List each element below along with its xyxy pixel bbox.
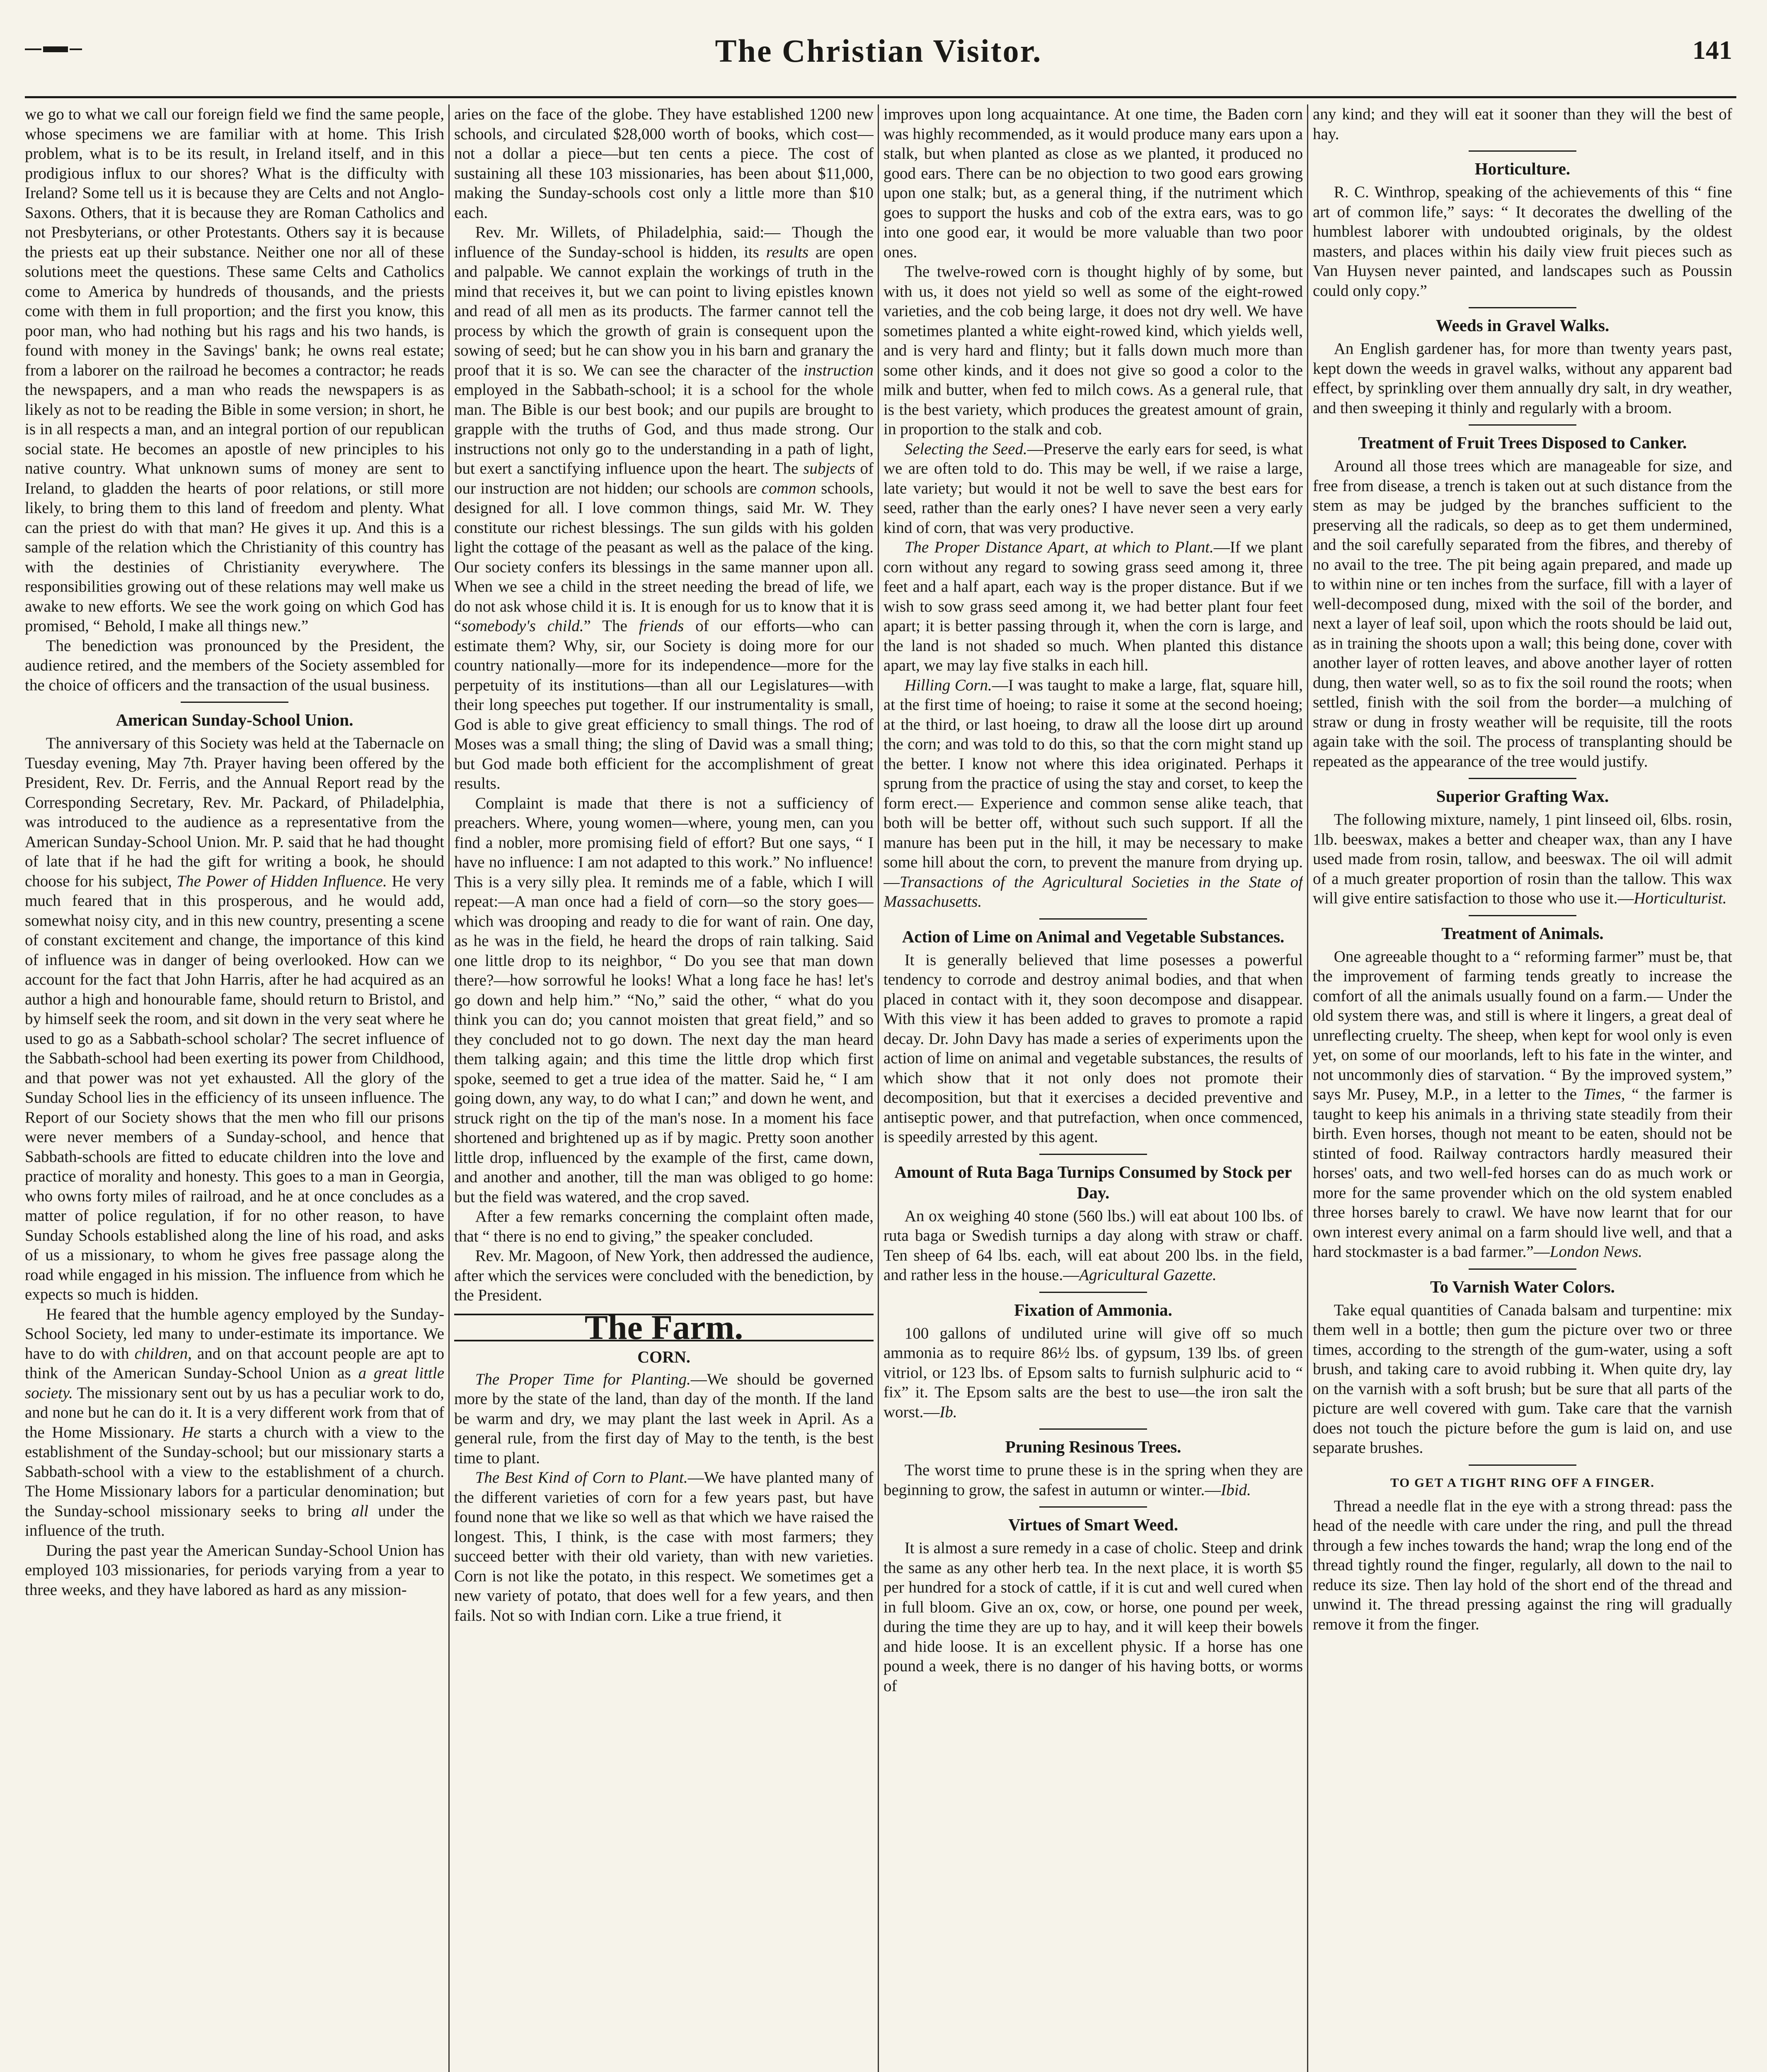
separator [1469,1464,1576,1466]
separator [1039,918,1147,920]
article-paragraph: After a few remarks concerning the complaint often made, that “ there is no end to giving,” the speaker concluded. [454,1208,874,1245]
headline-ammonia: Fixation of Ammonia. [1014,1300,1172,1319]
headline-pruning: Pruning Resinous Trees. [1005,1437,1181,1456]
page-number: 141 [1692,35,1732,65]
headline-varnish: To Varnish Water Colors. [1430,1277,1615,1296]
separator [1469,150,1576,152]
headline-grafting-wax: Superior Grafting Wax. [1436,787,1609,806]
article-paragraph: The Proper Time for Planting.—We should be governed more by the state of the land, than day of the month. If the land be warm and dry, we may plant the last week in April. As a general rule, from the first day of May to the tenth, is the best time to plant. [454,1370,874,1467]
masthead [25,29,1732,79]
article-paragraph: any kind; and they will eat it sooner than they will the best of hay. [1313,105,1732,143]
separator [181,702,288,703]
headline-animals: Treatment of Animals. [1441,923,1604,943]
article-paragraph: He feared that the humble agency employed by the Sunday-School Society, led many to under-estimate its importance. We have to do with children, and on that account people are apt to think of the American Sunday-School Union as a great little society. The missionary sent out by us has a peculiar work to do, and none but he can do it. It is a very different work from that of the Home Missionary. He starts a church with a view to the establishment of the Sunday-school; but our missionary starts a Sabbath-school with a view to the establishment of a church. The Home Missionary labors for a particular denomination; but the Sunday-school missionary seeks to bring all under the influence of the truth. [25,1305,444,1539]
column-2 [454,104,874,2072]
column-divider [878,104,879,2072]
headline-smart-weed: Virtues of Smart Weed. [1008,1515,1178,1534]
article-paragraph: Selecting the Seed.—Preserve the early ears for seed, is what we are often told to do. This may be well, if we raise a large, late variety; but would it not be well to save the best ears for seed, rather than the early ones? I have never seen a very early kind of corn, that was very productive. [884,440,1303,537]
article-paragraph: Hilling Corn.—I was taught to make a large, flat, square hill, at the first time of hoeing; to raise it some at the second hoeing; at the third, or last hoeing, to draw all the loose dirt up around the corn; and was told to do this, so that the corn might stand up the better. I know not where this idea originated. Perhaps it sprung from the practice of using the stay and corset, to keep the form erect.— Experience and common sense alike teach, that both will be better off, without such such support. If all the manure has been put in the hill, it may be necessary to make some hill about the corn, to prevent the manure from drying up.—Transactions of the Agricultural Societies in the State of Massachusetts. [884,676,1303,910]
article-paragraph: aries on the face of the globe. They have established 1200 new schools, and circulated $28,000 worth of books, which cost—not a dollar a piece—but ten cents a piece. The cost of sustaining all these 103 missionaries, has been about $11,000, making the Sunday-schools cost only a little more than $10 each. [454,105,874,222]
article-paragraph: The worst time to prune these is in the spring when they are beginning to grow, the safest in autumn or winter.—Ibid. [884,1461,1303,1499]
article-paragraph: we go to what we call our foreign field we find the same people, whose specimens we are familiar with at home. This Irish problem, what is to be its result, in Ireland itself, and in this prodigious influx to our shores? What is the difficulty with Ireland? Some tell us it is because they are Celts and not Anglo-Saxons. Others, that it is because they are Roman Catholics and not Presbyterians, or other Protestants. Others say it is because the priests eat up their substance. Neither one nor all of these solutions meet the questions. These same Celts and Catholics come to America by hundreds of thousands, and the priests come with them in full proportion; and the first you know, this poor man, who had nothing but his rags and his two hands, is found with money in the Savings' bank; he owns real estate; from a laborer on the railroad he becomes a contractor; he reads the newspapers, and a man who reads the newspapers is as likely as not to be reading the Bible in some version; in short, he is in all respects a man, and an integral portion of our republican social state. He becomes an apostle of new principles to his native country. What unknown sums of money are sent to Ireland, to gladden the hearts of poor relations, or still more likely, to bring them to this land of freedom and plenty. What can the priest do with that man? He gives it up. And this is a sample of the relation which the Christianity of this country has with the destinies of Christianity everywhere. The responsibilities growing out of these relations may well make us awake to new efforts. We see the work going on which God has promised, “ Behold, I make all things new.” [25,105,444,635]
separator [1039,1428,1147,1430]
article-paragraph: Thread a needle flat in the eye with a strong thread: pass the head of the needle with care under the ring, and pull the thread through a few inches towards the hand; wrap the long end of the thread tightly round the finger, regularly, all down to the nail to reduce its size. Then lay hold of the short end of the thread and unwind it. The thread pressing against the ring will gradually remove it from the finger. [1313,1497,1732,1633]
article-paragraph: The Proper Distance Apart, at which to Plant.—If we plant corn without any regard to sowing grass seed among it, three feet and a half apart, each way is the proper distance. But if we wish to sow grass seed among it, we had better plant four feet apart; it is better passing through it, when the corn is large, and the land is not shaded so much. When planted this distance apart, we may lay five stalks in each hill. [884,538,1303,674]
subheading-corn: CORN. [637,1348,690,1366]
article-paragraph: The benediction was pronounced by the President, the audience retired, and the members of the Society assembled for the choice of officers and the transaction of the usual business. [25,637,444,694]
article-paragraph: Take equal quantities of Canada balsam and turpentine: mix them well in a bottle; then gum the picture over two or three times, according to the strength of the gum-water, using a soft brush, and taking care to avoid rubbing it. When quite dry, lay on the varnish with a soft brush; but be sure that all parts of the picture are well covered with gum. Take care that the varnish does not touch the picture before the gum is laid on, and use separate brushes. [1313,1301,1732,1457]
article-paragraph: It is almost a sure remedy in a case of cholic. Steep and drink the same as any other herb tea. In the next place, it is worth $5 per hundred for a stock of cattle, if it is cut and well cured when in full bloom. Give an ox, cow, or horse, one pound per week, during the time they are up to hay, and it will keep their bowels and hide loose. It is an excellent physic. If a horse has one pound a week, there is no danger of his having botts, or worms of [884,1539,1303,1695]
article-paragraph: improves upon long acquaintance. At one time, the Baden corn was highly recommended, as it would produce many ears upon a stalk, but when planted as close as we planted, it produced no good ears. There can be no objection to two good ears growing upon one stalk; but, as a general thing, if the nutriment which goes to support the husks and cob of the extra ears, was to go into one good ear, it would be more valuable than two poor ones. [884,105,1303,261]
headline-lime: Action of Lime on Animal and Vegetable Substances. [902,927,1285,946]
article-paragraph: Complaint is made that there is not a sufficiency of preachers. Where, young women—where, young men, can you find a nobler, more promising field of effort? But one says, “ I have no influence: I am not adapted to this work.” No influence! This is a very silly plea. It reminds me of a fable, which I will repeat:—A man once had a field of corn—so the story goes—which was drooping and ready to die for want of rain. One day, as he was in the field, he heard the drops of rain talking. Said one little drop to its neighbor, “ Do you see that man down there?—how sorrowful he looks! What a long face he has! let's go down and help him.” “No,” said the other, “ what do you think you can do; you cannot moisten that great field,” and so they concluded not to go down. The next day the man heard them talking again; and this time the little drop which first spoke, seemed to get a true idea of the matter. Said he, “ I am going down, any way, to do what I can;” and down he went, and struck right on the tip of the man's nose. In a moment his face shortened and brightened up as if by magic. Pretty soon another little drop, influenced by the example of the first, came down, and another and another, till the man was obliged to go home: but the field was watered, and the crop saved. [454,794,874,1206]
article-paragraph: The following mixture, namely, 1 pint linseed oil, 6lbs. rosin, 1lb. beeswax, makes a better and cheaper wax, than any I have used made from rosin, tallow, and beeswax. The oil will admit of a much greater proportion of rosin than the tallow. This wax will give entire satisfaction to those who use it.—Horticulturist. [1313,811,1732,907]
article-paragraph: It is generally believed that lime posesses a powerful tendency to corrode and destroy animal bodies, and that when placed in contact with it, they soon decompose and disappear. With this view it has been added to graves to promote a rapid decay. Dr. John Davy has made a series of experiments upon the action of lime on animal and vegetable substances, the results of which show that it not only does not promote their decomposition, but that it exercises a decided preventive and antiseptic power, and that putrefaction, when once commenced, is speedily arrested by this agent. [884,951,1303,1146]
headline-turnips: Amount of Ruta Baga Turnips Consumed by Stock per Day. [894,1162,1292,1202]
article-paragraph: Rev. Mr. Willets, of Philadelphia, said:— Though the influence of the Sunday-school is hidden, its results are open and palpable. We cannot explain the workings of truth in the mind that receives it, but we can point to living epistles known and read of all men as its products. The farmer cannot tell the process by which the growth of grain is consequent upon the sowing of seed; but he can show you in his barn and granary the proof that it is so. We can see the character of the instruction employed in the Sabbath-school; it is a school for the whole man. The Bible is our best book; and our pupils are brought to grapple with the truths of God, and thus made strong. Our instructions not only go to the understanding in a path of light, but exert a sanctifying influence upon the heart. The subjects of our instruction are not hidden; our schools are common schools, designed for all. I love common things, said Mr. W. They constitute our richest blessings. The sun gilds with his golden light the cottage of the peasant as well as the palace of the king. Our society confers its blessings in the same manner upon all. When we see a child in the street needing the bread of life, we do not ask whose child it is. It is enough for us to know that it is “somebody's child.” The friends of our efforts—who can estimate them? Why, sir, our Society is doing more for our country nationally—more for its independence—more for the perpetuity of its institutions—than all our Legislatures—with their long speeches put together. If our instrumentality is small, God is able to give great efficiency to small things. The rod of Moses was a small thing; the sling of David was a small thing; but God made both efficient for the accomplishment of great results. [454,223,874,792]
headline-canker: Treatment of Fruit Trees Disposed to Canker. [1358,433,1687,452]
column-3 [884,104,1303,2072]
article-paragraph: Rev. Mr. Magoon, of New York, then addressed the audience, after which the services were concluded with the benediction, by the President. [454,1247,874,1304]
article-paragraph: During the past year the American Sunday-School Union has employed 103 missionaries, for periods varying from a year to three weeks, and they have labored as hard as any mission- [25,1541,444,1599]
article-paragraph: Around all those trees which are manageable for size, and free from disease, a trench is taken out at such distance from the stem as may be judged by the branches sufficient to the preserving all the radicals, so deep as to get them undermined, and the soil carefully separated from the fibres, and thereby of no avail to the tree. The pit being again prepared, and made up to within nine or ten inches from the surface, fill with a layer of well-decomposed dung, mixed with the soil of the border, and next a layer of leaf soil, upon which the roots should be laid out, as in training the shoots upon a wall; this being done, cover with another layer of rotten leaves, and above another layer of rotten dung, then water well, so as to fix the soil round the roots; when settled, finish with the soil from the border—a mulching of straw or dung in frosty weather will be requisite, till the roots again take with the soil. The process of transplanting should be repeated as the appearance of the tree would justify. [1313,457,1732,770]
article-paragraph: An ox weighing 40 stone (560 lbs.) will eat about 100 lbs. of ruta baga or Swedish turnips a day along with straw or chaff. Ten sheep of 64 lbs. each, will eat about 200 lbs. in the field, and rather less in the house.—Agricultural Gazette. [884,1207,1303,1284]
article-paragraph: An English gardener has, for more than twenty years past, kept down the weeds in gravel walks, without any apparent bad effect, by sprinkling over them annually dry salt, in dry weather, and then sweeping it thinly and regularly with a broom. [1313,340,1732,417]
headline-horticulture: Horticulture. [1474,159,1571,178]
separator [1469,778,1576,779]
column-4 [1313,104,1732,2072]
separator [1039,1506,1147,1508]
article-paragraph: The anniversary of this Society was held at the Tabernacle on Tuesday evening, May 7th. Prayer having been offered by the President, Rev. Dr. Ferris, and the Annual Report read by the Corresponding Secretary, Rev. Mr. Packard, of Philadelphia, was introduced to the audience as a representative from the American Sunday-School Union. Mr. P. said that he had thought of late that if he had the gift for writing a book, he should choose for his subject, The Power of Hidden Influence. He very much feared that in this prosperous, and he would add, somewhat noisy city, and in this new country, presenting a scene of constant excitement and change, the importance of this kind of influence was in danger of being overlooked. How can we account for the fact that John Harris, after he had acquired as an author a high and honourable fame, should return to Bristol, and by himself seek the room, and sit down in the very seat where he used to go as a Sabbath-school scholar? The secret influence of the Sabbath-school had been exerting its power from Childhood, and that power was not yet exhausted. All the glory of the Sunday School lies in the efficiency of its unseen influence. The Report of our Society shows that the men who fill our prisons were never members of a Sunday-school, and hence that Sabbath-schools are fitted to educate children into the love and practice of morality and honesty. This goes to a man in Georgia, who owns forty miles of railroad, and he at once concludes as a matter of police regulation, if for no other reason, to have Sunday Schools established along the line of his road, and asks of us a missionary, to whom he gives free passage along the road while engaged in his mission. The influence from which he expects so much is hidden. [25,734,444,1303]
column-1 [25,104,444,2072]
column-divider [448,104,450,2072]
section-heading-farm: The Farm. [454,1314,874,1342]
article-paragraph: The twelve-rowed corn is thought highly of by some, but with us, it does not yield so well as some of the eight-rowed varieties, and the cob being large, it does not dry well. We have sometimes planted a white eight-rowed kind, which yields well, and is very hard and flinty; but it falls down much more than some other kinds, and it does not give so good a color to the milk and butter, when fed to milch cows. As a general rule, that is the best variety, which produces the greatest amount of grain, in proportion to the stalk and cob. [884,263,1303,438]
headline-tight-ring: TO GET A TIGHT RING OFF A FINGER. [1390,1475,1655,1490]
top-rule [25,96,1736,98]
article-paragraph: R. C. Winthrop, speaking of the achievements of this “ fine art of common life,” says: “ It decorates the dwelling of the humblest laborer with undoubted originals, by the oldest masters, and places within his daily view fruit pieces such as Van Huysen never painted, and landscapes such as Poussin could only copy.” [1313,183,1732,300]
headline-sunday-school-union: American Sunday-School Union. [116,710,353,729]
masthead-title: The Christian Visitor. [715,33,1042,69]
article-paragraph: 100 gallons of undiluted urine will give off so much ammonia as to require 86½ lbs. of gypsum, 139 lbs. of green vitriol, or 123 lbs. of Epsom salts to furnish sulphuric acid to “ fix” it. The Epsom salts are the best to use—the iron salt the worst.—Ib. [884,1324,1303,1421]
article-paragraph: The Best Kind of Corn to Plant.—We have planted many of the different varieties of corn for a few years past, but have found none that we like so well as that which we have raised the longest. This, I think, is the case with most farmers; they succeed better with their old variety, than with new varieties. Corn is not like the potato, in this respect. We sometimes get a new variety of potato, that does well for a few years, and then fails. Not so with Indian corn. Like a true friend, it [454,1469,874,1624]
separator [1469,424,1576,426]
separator [1469,307,1576,308]
column-divider [1307,104,1308,2072]
headline-weeds: Weeds in Gravel Walks. [1435,316,1610,335]
separator [1469,1268,1576,1270]
separator [1039,1292,1147,1293]
separator [1469,915,1576,916]
separator [1039,1154,1147,1155]
article-paragraph: One agreeable thought to a “ reforming farmer” must be, that the improvement of farming tends greatly to increase the comfort of all the animals usually found on a farm.— Under the old system there was, and still is where it lingers, a great deal of unreflecting cruelty. The sheep, when kept for wool only is even yet, on some of our moorlands, left to his fate in the winter, and not uncommonly dies of starvation. “ By the improved system,” says Mr. Pusey, M.P., in a letter to the Times, “ the farmer is taught to keep his animals in a thriving state steadily from their birth. Even horses, though not meant to be eaten, should not be stinted of food. Railway contractors hardly measured their horses' oats, and two well-fed horses can do as much work or more for the same provender which on the old system enabled three horses barely to crawl. We have now learnt that for our own interest every animal on a farm should live well, and that a hard stockmaster is a bad farmer.”—London News. [1313,947,1732,1261]
